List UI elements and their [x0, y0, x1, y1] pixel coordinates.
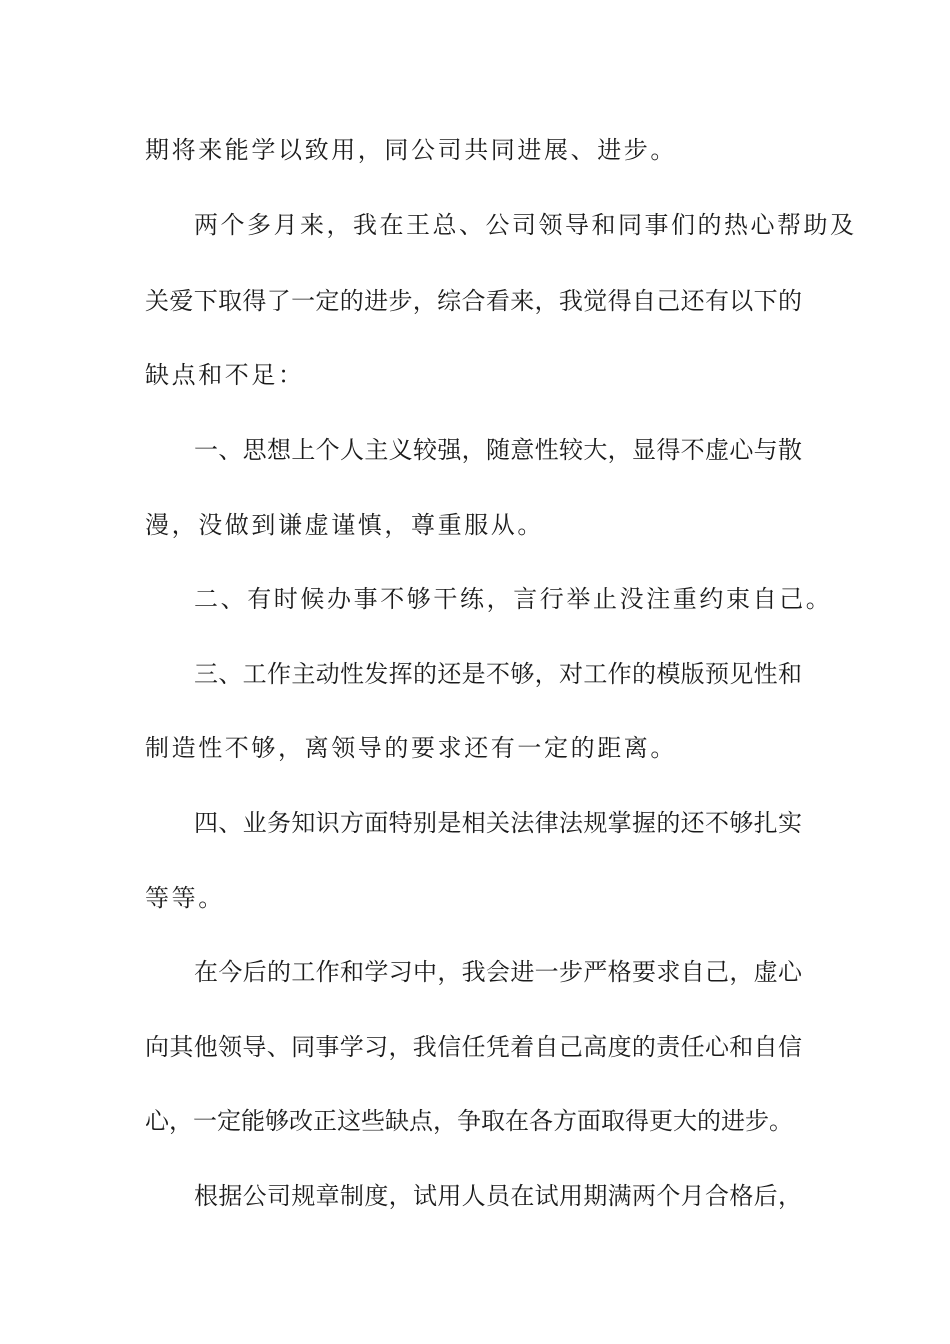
text-line: 漫，没做到谦虚谨慎，尊重服从。 [145, 511, 544, 539]
text-line: 向其他领导、同事学习，我信任凭着自己高度的责任心和自信 [145, 1033, 802, 1061]
text-line: 四、业务知识方面特别是相关法律法规掌握的还不够扎实 [194, 809, 802, 837]
text-line: 制造性不够，离领导的要求还有一定的距离。 [145, 734, 677, 762]
text-line: 关爱下取得了一定的进步，综合看来，我觉得自己还有以下的 [145, 287, 802, 315]
text-line: 心，一定能够改正这些缺点，争取在各方面取得更大的进步。 [145, 1107, 793, 1135]
text-line: 一、思想上个人主义较强，随意性较大，显得不虚心与散 [194, 436, 802, 464]
text-line: 期将来能学以致用，同公司共同进展、进步。 [145, 136, 677, 164]
text-line: 两个多月来，我在王总、公司领导和同事们的热心帮助及 [194, 211, 854, 239]
text-line: 三、工作主动性发挥的还是不够，对工作的模版预见性和 [194, 660, 802, 688]
text-line: 缺点和不足： [145, 361, 305, 389]
text-line: 在今后的工作和学习中，我会进一步严格要求自己，虚心 [194, 958, 802, 986]
text-line: 二、有时候办事不够干练，言行举止没注重约束自己。 [194, 585, 833, 613]
text-line: 根据公司规章制度，试用人员在试用期满两个月合格后， [194, 1182, 802, 1210]
text-line: 等等。 [145, 884, 225, 912]
